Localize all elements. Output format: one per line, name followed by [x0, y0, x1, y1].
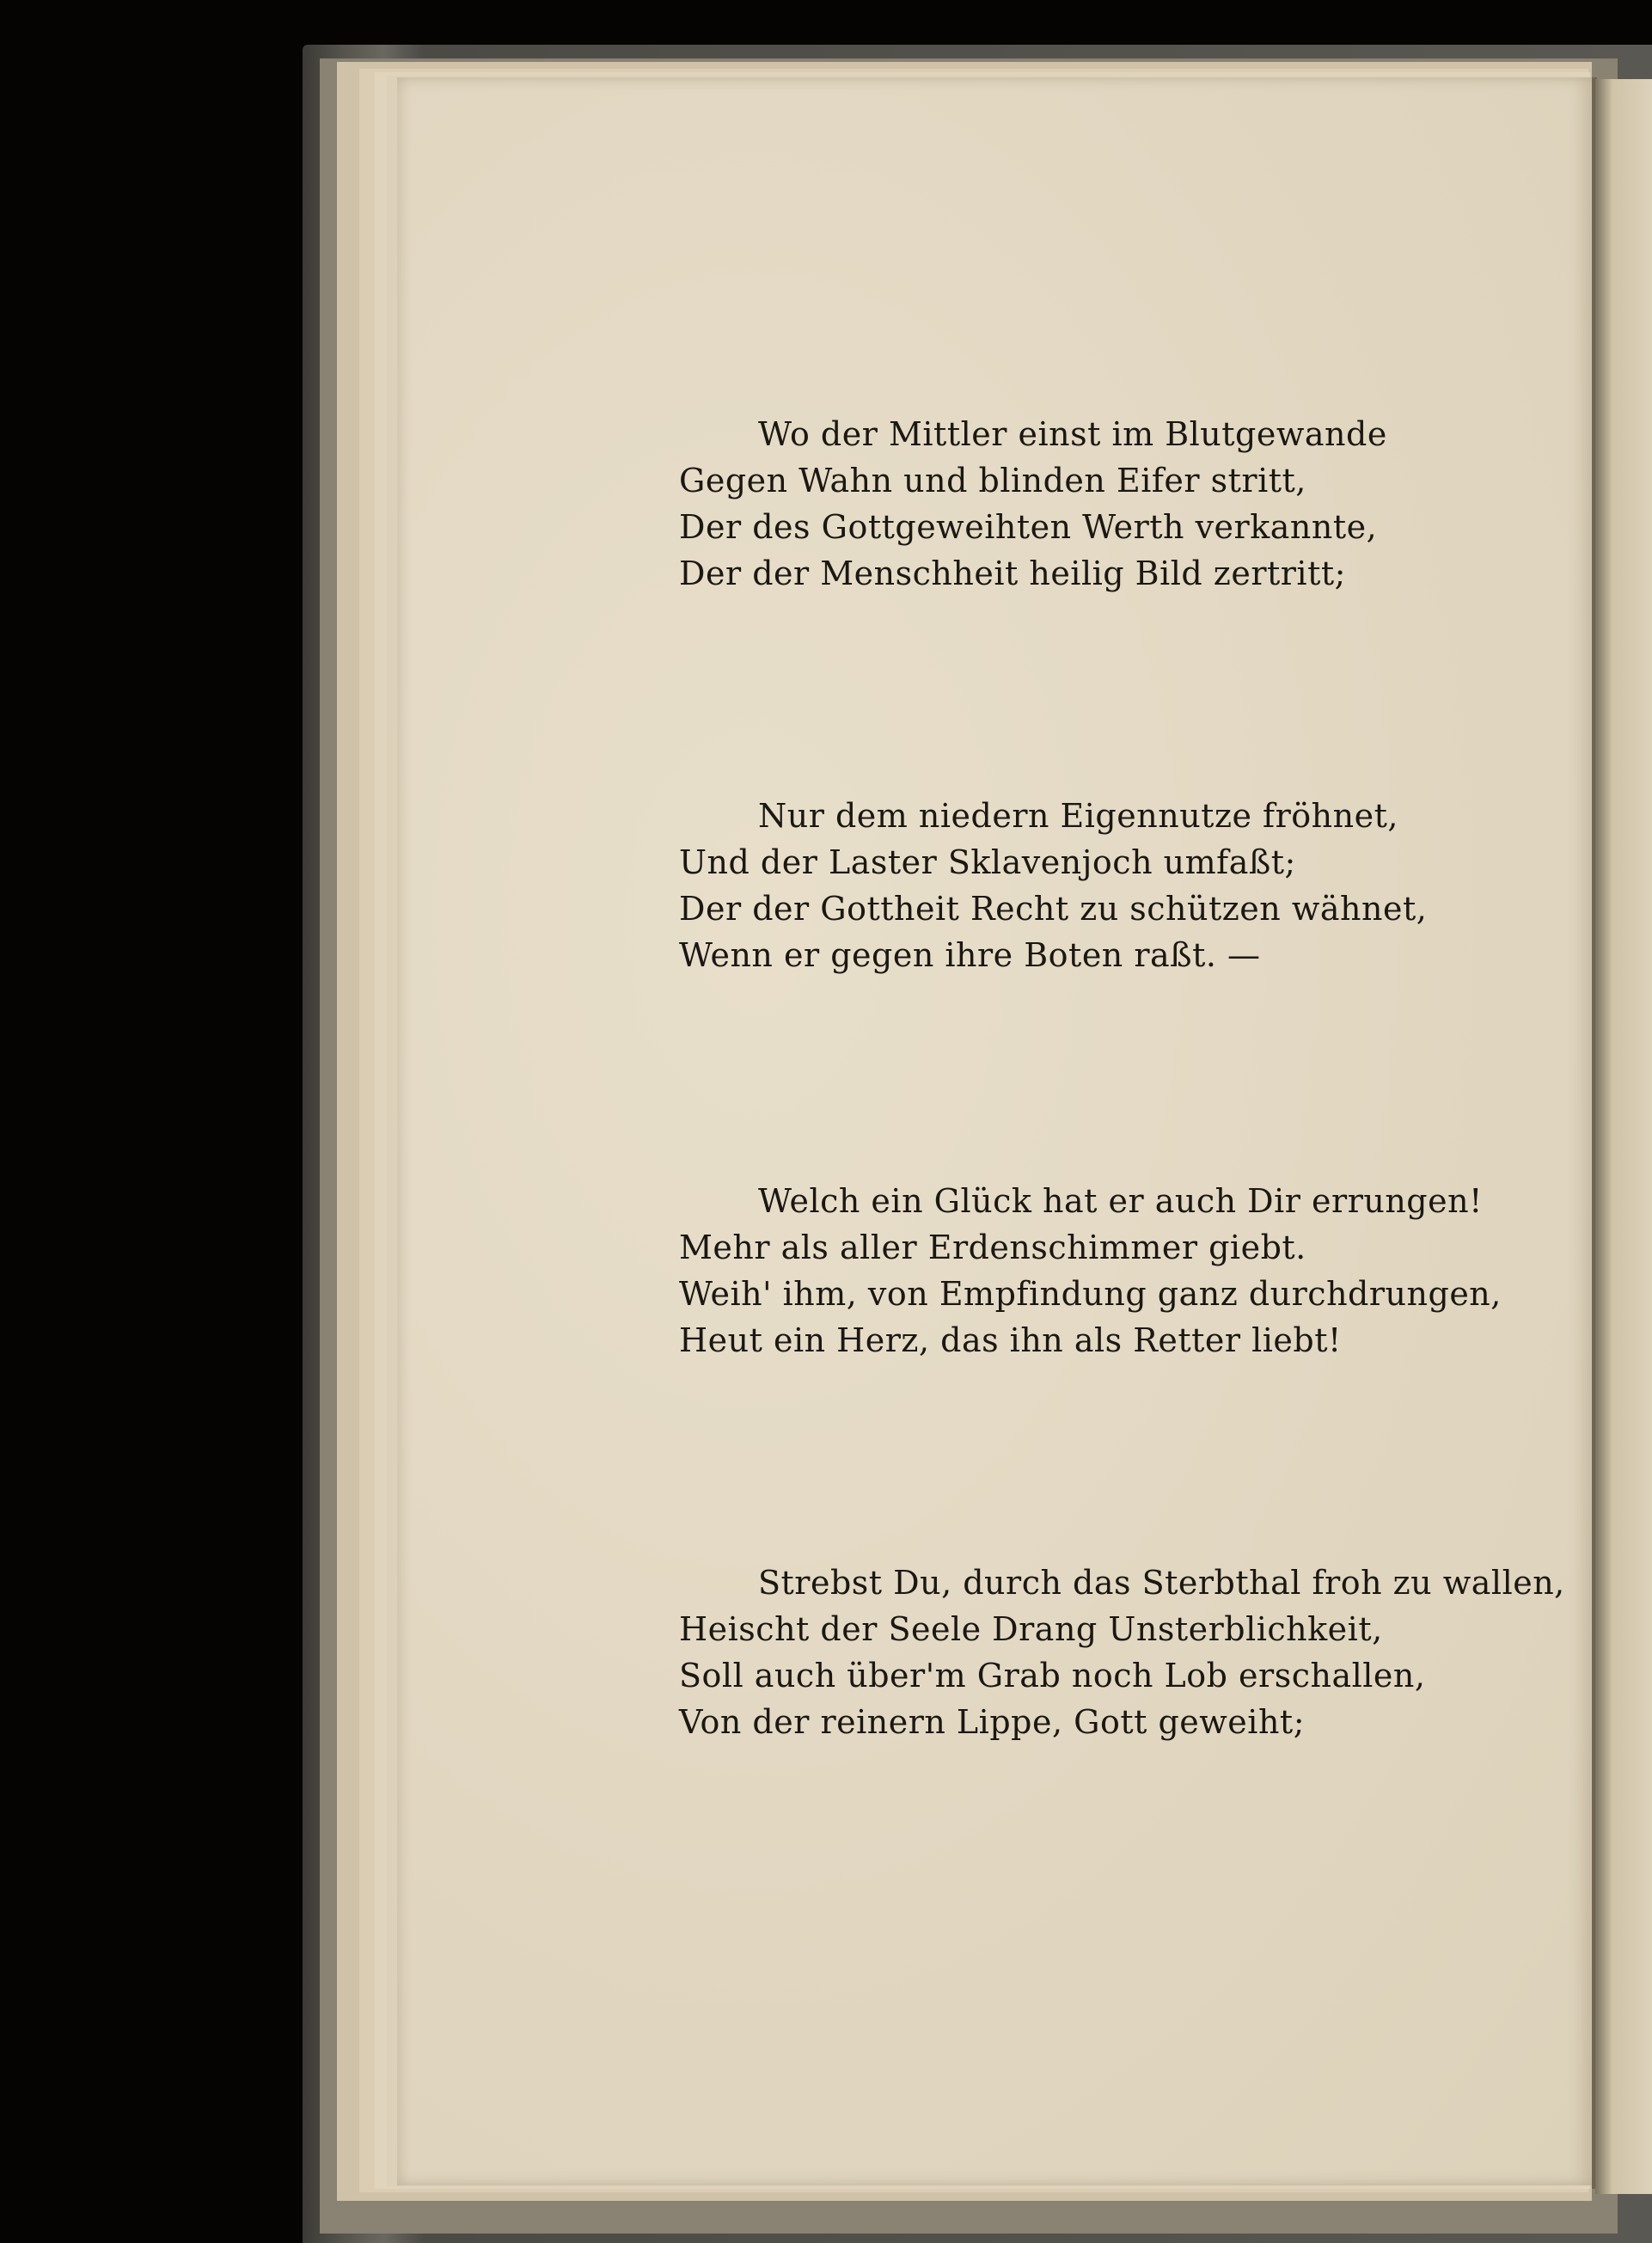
- poem-line: Gegen Wahn und blinden Eifer stritt,: [679, 462, 1306, 499]
- poem-line: Und der Laster Sklavenjoch umfaßt;: [679, 843, 1296, 881]
- poem-line: Soll auch über'm Grab noch Lob erschallen,: [679, 1657, 1426, 1695]
- poem-line: Heischt der Seele Drang Unsterblichkeit,: [679, 1610, 1383, 1648]
- book-page: [397, 77, 1594, 2185]
- poem-line: Strebst Du, durch das Sterbthal froh zu wallen,: [758, 1564, 1565, 1602]
- poem-line: Welch ein Glück hat er auch Dir errungen!: [758, 1182, 1483, 1220]
- poem-line: Heut ein Herz, das ihn als Retter liebt!: [679, 1321, 1342, 1359]
- poem-line: Der der Gottheit Recht zu schützen wähnet,: [679, 890, 1428, 928]
- poem-line: Von der reinern Lippe, Gott geweiht;: [679, 1703, 1305, 1741]
- poem-line: Weih' ihm, von Empfindung ganz durchdrungen,: [679, 1275, 1502, 1313]
- poem-line: Nur dem niedern Eigennutze fröhnet,: [758, 797, 1398, 835]
- facing-page-edge: [1595, 79, 1652, 2194]
- poem-line: Wo der Mittler einst im Blutgewande: [758, 415, 1387, 453]
- poem-line: Der des Gottgeweihten Werth verkannte,: [679, 508, 1378, 546]
- poem-line: Mehr als aller Erdenschimmer giebt.: [679, 1229, 1306, 1266]
- poem-line: Der der Menschheit heilig Bild zertritt;: [679, 555, 1346, 592]
- poem-line: Wenn er gegen ihre Boten raßt. —: [679, 936, 1261, 974]
